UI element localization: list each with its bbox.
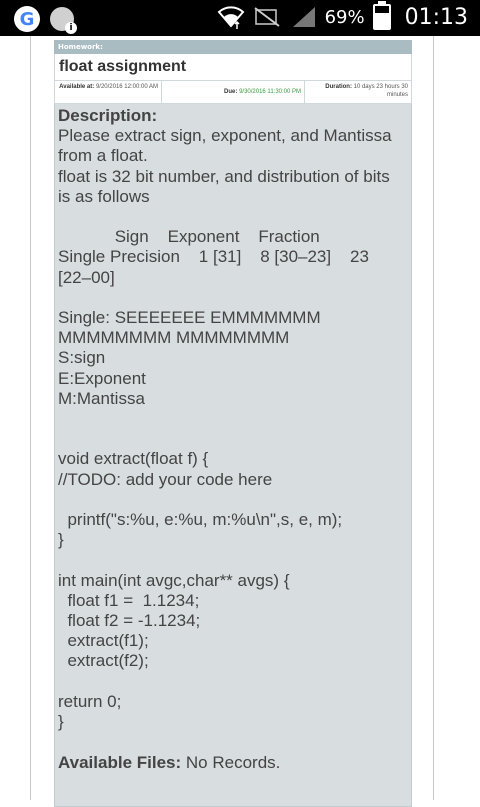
assignment-title: float assignment (59, 58, 187, 75)
duration-cell (305, 81, 411, 103)
no-sim-icon (253, 6, 283, 28)
homework-panel (54, 40, 412, 807)
status-bar (0, 0, 480, 36)
homework-header: Homework: (54, 40, 412, 54)
available-label: Available at: (59, 84, 95, 90)
meta-row (54, 81, 412, 104)
page (0, 36, 480, 800)
due-label: Due: (224, 89, 238, 95)
title-row (54, 54, 412, 81)
available-cell (55, 81, 162, 103)
wifi-icon (217, 4, 245, 30)
available-files (58, 753, 408, 773)
clock: 01:13 (404, 4, 468, 30)
available-files-label: Available Files: (58, 752, 182, 772)
available-files-value: No Records. (185, 752, 281, 772)
due-cell (162, 81, 305, 103)
description-title: Description: (58, 106, 158, 125)
settings-info-icon (50, 7, 74, 31)
duration-label: Duration: (325, 84, 352, 90)
duration-value: 10 days 23 hours 30 minutes (353, 84, 408, 98)
google-icon: G (14, 6, 40, 32)
battery-percent: 69% (324, 6, 365, 28)
description-body: Please extract sign, exponent, and Mantissa from a float. float is 32 bit number, and distribution of bits is as follows Sign Exponent Fraction Single Precision 1 [31] 8 [30–23] 23 [22–00] Single: SEEEEEEE EMMMMMMM MMMMMMMM MMMMMMMM S:sign E:Exponent M:Mantissa void extract(float f) { //TODO: add your code here printf("s:%u, e:%u, m:%u\n",s, e, m); } int main(int avgc,char** avgs) { float f1 = 1.1234; float f2 = -1.1234; extract(f1); extract(f2); return 0; } (58, 126, 392, 732)
due-value: 9/30/2016 11:30:00 PM (239, 89, 301, 95)
description-box (54, 104, 412, 807)
signal-icon (291, 5, 317, 29)
battery-icon (373, 4, 391, 30)
available-value: 9/20/2016 12:00:00 AM (95, 84, 158, 90)
